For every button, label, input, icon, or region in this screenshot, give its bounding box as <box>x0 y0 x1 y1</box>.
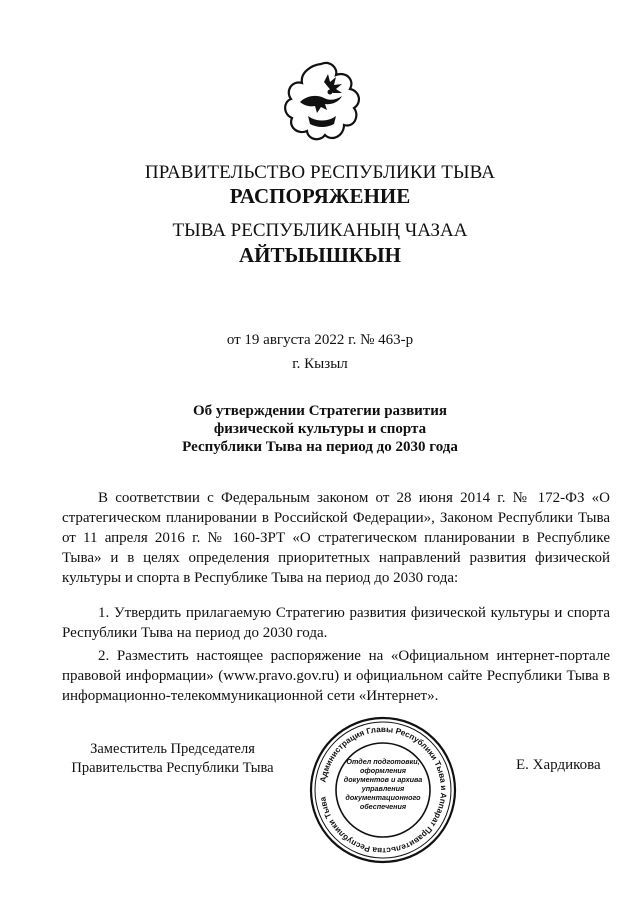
government-heading-tuvan: ТЫВА РЕСПУБЛИКАНЫҢ ЧАЗАА <box>172 220 468 241</box>
coat-of-arms-icon <box>280 58 362 146</box>
official-stamp <box>308 715 458 865</box>
order-heading-tuvan: АЙТЫЫШКЫН <box>239 243 401 267</box>
document-title <box>0 402 640 456</box>
signatory-position-line1: Заместитель Председателя <box>90 741 255 757</box>
stamp-center-text: Отдел подготовки, оформления документов и архива управления документационного обеспечения <box>343 757 423 811</box>
stamp-ring-text: Администрация Главы Республики Тыва и Аппарат Правительства Республики Тыва <box>318 724 449 856</box>
body-paragraph-preamble: В соответствии с Федеральным законом от 28 июня 2014 г. № 172-ФЗ «О стратегическом планировании в Российской Федерации», Законом Республики Тыва от 11 апреля 2016 г. № 160-ЗРТ «О стратегическом планировании в Республике Тыва» и в целях определения приоритетных направлений развития физической культуры и спорта в Республике Тыва на период до 2030 года: <box>62 490 610 586</box>
signatory-position-line2: Правительства Республики Тыва <box>71 760 274 776</box>
body-paragraph-item1: 1. Утвердить прилагаемую Стратегию развития физической культуры и спорта Республики Тыва на период до 2030 года. <box>62 605 610 641</box>
date-number: от 19 августа 2022 г. № 463-р <box>226 332 414 348</box>
order-heading: РАСПОРЯЖЕНИЕ <box>229 184 411 208</box>
signatory-position <box>60 740 285 778</box>
government-heading: ПРАВИТЕЛЬСТВО РЕСПУБЛИКИ ТЫВА <box>144 162 496 183</box>
document-title-line2: физической культуры и спорта <box>213 421 427 437</box>
document-title-line3: Республики Тыва на период до 2030 года <box>182 439 458 455</box>
body-paragraph-item2: 2. Разместить настоящее распоряжение на «Официальном интернет-портале правовой информации» (www.pravo.gov.ru) и официальном сайте Республики Тыва в информационно-телекоммуникационной сети «Интернет». <box>62 648 610 704</box>
document-title-line1: Об утверждении Стратегии развития <box>193 403 447 419</box>
signatory-name: Е. Хардикова <box>516 757 601 773</box>
city: г. Кызыл <box>292 356 348 372</box>
